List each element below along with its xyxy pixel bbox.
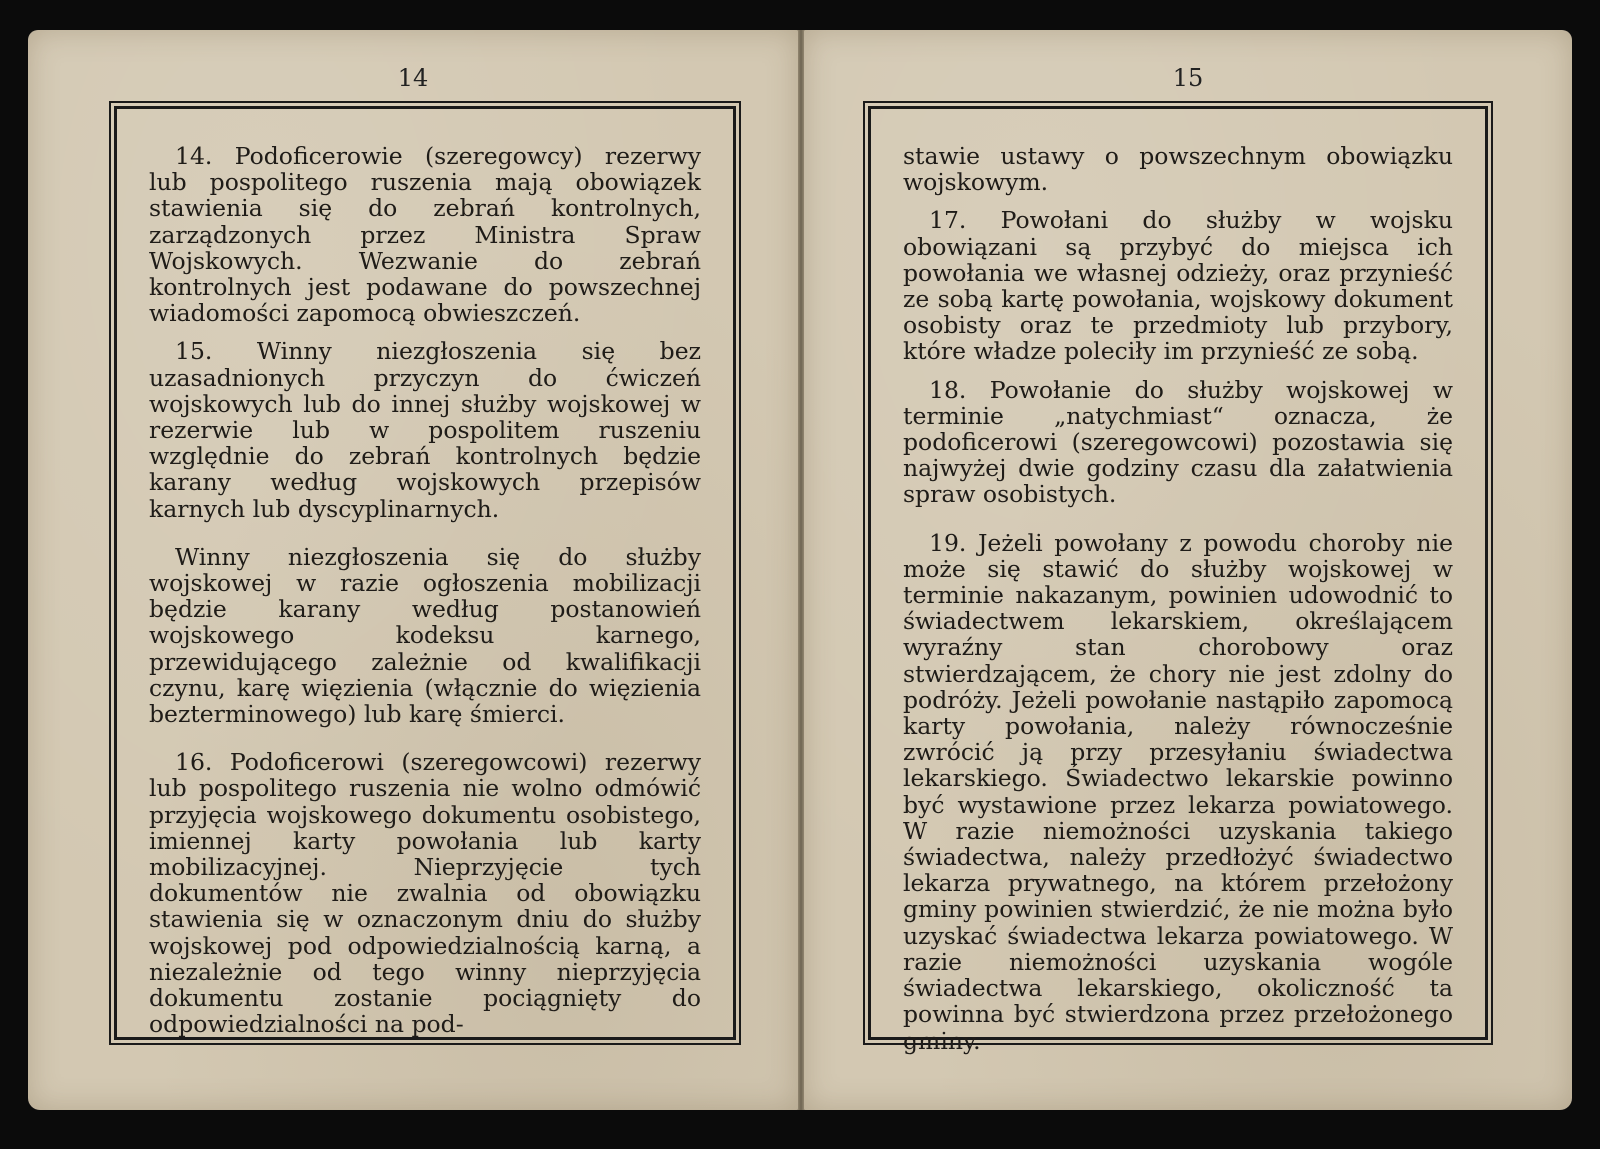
paragraph-19: 19. Jeżeli powołany z powodu choroby nie może się stawić do służby wojskowej w terminie nakazanym, powinien udowodnić to świadectwem lekarskiem, określającem wyraźny stan chorobowy oraz stwierdzającem, że chory nie jest zdolny do podróży. Jeżeli powołanie nastąpiło zapomocą karty powołania, należy równocześnie zwrócić ją przy przesyłaniu świadectwa lekarskiego. Świadectwo lekarskie powinno być wystawione przez lekarza powiatowego. W razie niemożności uzyskania takiego świadectwa, należy przedłożyć świadectwo lekarza prywatnego, na którem przełożony gminy powinien stwierdzić, że nie można było uzyskać świadectwa lekarza powiatowego. W razie niemożności uzyskania wogóle świadectwa lekarskiego, okoliczność ta powinna być stwierdzona przez przełożonego gminy. [903, 528, 1453, 1055]
page-text-left [149, 143, 701, 1050]
paragraph-15: 15. Winny niezgłoszenia się bez uzasadnionych przyczyn do ćwiczeń wojskowych lub do innej służby wojskowej w rezerwie lub w pospolitem ruszeniu względnie do zebrań kontrolnych będzie karany według wojskowych przepisów karnych lub dyscyplinarnych. [149, 337, 701, 523]
right-page [804, 30, 1572, 1110]
page-number-left: 14 [397, 64, 429, 92]
paragraph-16: 16. Podoficerowi (szeregowcowi) rezerwy lub pospolitego ruszenia nie wolno odmówić przyjęcia wojskowego dokumentu osobistego, imiennej karty powołania lub karty mobilizacyjnej. Nieprzyjęcie tych dokumentów nie zwalnia od obowiązku stawienia się w oznaczonym dniu do służby wojskowej pod odpowiedzialnością karną, a niezależnie od tego winny nieprzyjęcia dokumentu zostanie pociągnięty do odpowiedzialności na pod- [149, 748, 701, 1039]
text-frame-left [114, 106, 736, 1040]
page-text-right [903, 143, 1453, 1066]
left-page [28, 30, 798, 1110]
paragraph-17: 17. Powołani do służby w wojsku obowiązani są przybyć do miejsca ich powołania we własnej odzieży, oraz przynieść ze sobą kartę powołania, wojskowy dokument osobisty oraz te przedmioty lub przybory, które władze poleciły im przynieść ze sobą. [903, 206, 1453, 366]
paragraph-18: 18. Powołanie do służby wojskowej w terminie „natychmiast“ oznacza, że podoficerowi (szeregowcowi) pozostawia się najwyżej dwie godziny czasu dla załatwienia spraw osobistych. [903, 375, 1453, 509]
paragraph-16-continued: stawie ustawy o powszechnym obowiązku wojskowym. [903, 142, 1453, 197]
paragraph-15-mobilization: Winny niezgłoszenia się do służby wojskowej w razie ogłoszenia mobilizacji będzie karany według postanowień wojskowego kodeksu karnego, przewidującego zależnie od kwalifikacji czynu, karę więzienia (włącznie do więzienia bezterminowego) lub karę śmierci. [149, 542, 701, 729]
page-number-right: 15 [1172, 64, 1204, 92]
paragraph-14: 14. Podoficerowie (szeregowcy) rezerwy lub pospolitego ruszenia mają obowiązek stawienia się do zebrań kontrolnych, zarządzonych przez Ministra Spraw Wojskowych. Wezwanie do zebrań kontrolnych jest podawane do powszechnej wiadomości zapomocą obwieszczeń. [149, 142, 701, 328]
text-frame-right [868, 106, 1488, 1055]
